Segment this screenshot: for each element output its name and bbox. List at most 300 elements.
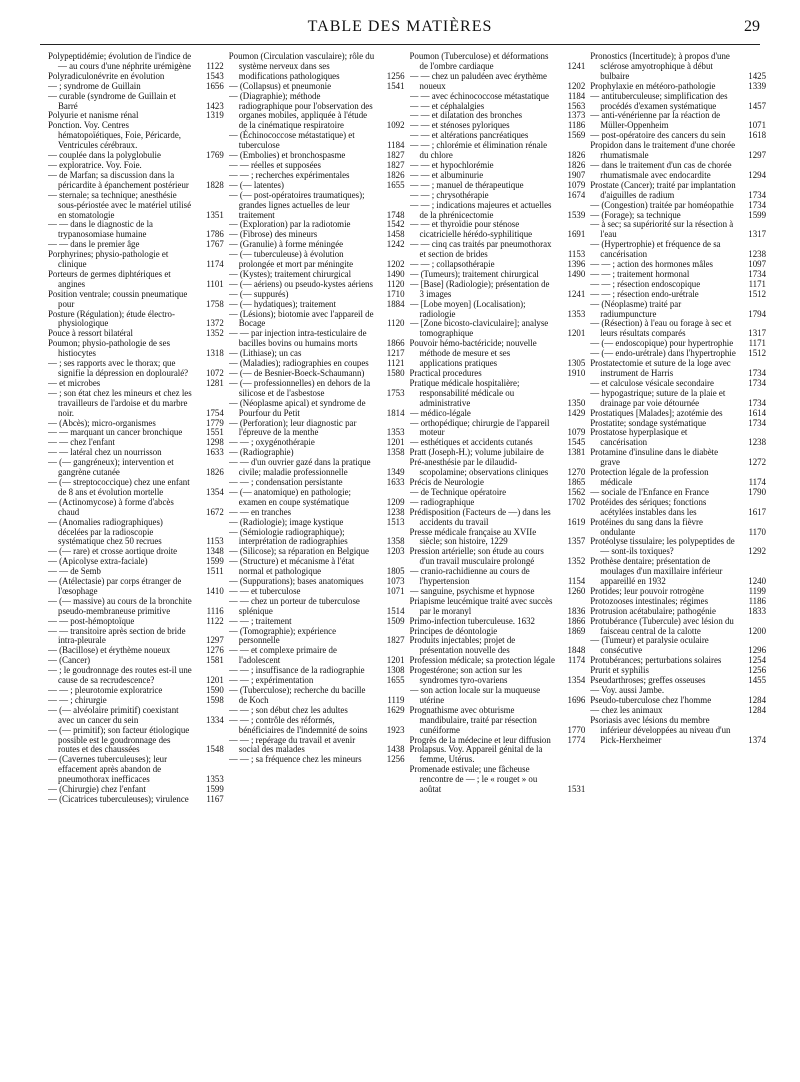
index-entry-text: — — ; traitement hormonal	[590, 268, 690, 279]
index-entry	[410, 745, 586, 765]
index-entry	[410, 636, 586, 656]
index-entry	[229, 250, 405, 270]
index-entry-text: — antituberculeuse; simplification des procédés d'examen systématique	[590, 90, 728, 111]
index-entry-text: Ponction. Voy. Centres hématopoïétiques, Foie, Péricarde, Ventricules cérébraux.	[48, 120, 181, 151]
index-entry-text: Polyurie et nanisme rénal	[48, 110, 139, 121]
index-entry	[410, 52, 586, 72]
index-entry-page: 1186	[567, 120, 586, 131]
index-entry-text: — — ; résection endo-urétrale	[590, 288, 699, 299]
index-entry-page: 1396	[567, 259, 586, 270]
index-entry-page: 1629	[386, 704, 405, 715]
index-entry-text: — anti-vénérienne par la réaction de Müller-Oppenheim	[590, 110, 721, 131]
index-entry-page: 1770	[567, 724, 586, 735]
index-entry	[410, 597, 586, 617]
index-entry-page: 1217	[386, 348, 405, 359]
index-entry-page: 1318	[206, 348, 224, 359]
index-entry-page: 1734	[748, 368, 766, 378]
index-entry-text: — [Zone bicosto-claviculaire]; analyse tomographique	[409, 318, 549, 339]
index-entry-page: 1827	[386, 635, 405, 646]
index-entry-text: — — et sténoses pyloriques	[409, 120, 510, 131]
index-entry-text: — — chez l'enfant	[48, 437, 115, 448]
index-entry-page: 1814	[386, 407, 405, 418]
index-entry-page: 1284	[748, 704, 766, 715]
index-entry-page: 1512	[748, 348, 766, 359]
index-entry-page: 1270	[567, 467, 586, 478]
index-entry-text: Posture (Régulation); étude électro-physiologique	[48, 308, 175, 329]
index-entry-text: — — ; chlorémie et élimination rénale du chlore	[409, 140, 548, 161]
index-entry-text: — — par injection intra-testiculaire de bacilles bovins ou humains morts	[228, 328, 367, 349]
index-entry-page: 1201	[567, 328, 586, 339]
index-entry-page: 1734	[748, 417, 766, 428]
index-entry-page: 1923	[386, 724, 405, 735]
index-entry-text: — (Hypertrophie) et fréquence de sa cancérisation	[590, 239, 721, 260]
index-entry-text: — et calculose vésicale secondaire	[590, 377, 714, 388]
index-entry	[229, 458, 405, 478]
index-entry-text: Prophylaxie en météoro-pathologie	[590, 80, 716, 91]
index-entry-text: — sociale de l'Enfance en France	[590, 486, 709, 497]
index-entry-page: 1298	[206, 437, 224, 448]
index-entry-text: — — ; condensation persistante	[228, 476, 343, 487]
index-entry-text: Progrès de la médecine et leur diffusion	[409, 734, 551, 745]
index-entry	[590, 498, 766, 518]
index-entry	[48, 359, 224, 379]
index-entry-page: 1119	[387, 694, 405, 705]
index-entry-page: 1305	[567, 358, 586, 369]
index-entry	[48, 755, 224, 785]
index-entry-text: Pratt (Joseph-H.); volume jubilaire de	[409, 447, 544, 458]
index-entry-page: 1656	[206, 80, 224, 91]
index-entry	[410, 319, 586, 339]
index-entry	[590, 448, 766, 468]
index-entry-page: 1514	[386, 605, 405, 616]
index-entry-text: Promenade estivale; une fâcheuse rencontre de — ; le « rouget » ou aoûtat	[409, 764, 538, 795]
index-entry-text: — (Perforation); leur diagnostic par l'épreuve de la menthe	[228, 417, 357, 438]
index-entry-page: 1296	[748, 645, 766, 656]
index-entry-page: 1256	[386, 70, 405, 81]
page-number: 29	[744, 18, 760, 35]
index-entry-text: — (— post-opératoires traumatiques); grandes lignes actuelles de leur traitement	[228, 189, 365, 220]
index-entry-text: Polypeptidémie; évolution de l'indice de — au cours d'une néphrite urémigène	[48, 52, 192, 71]
index-entry	[48, 339, 224, 359]
index-entry	[48, 250, 224, 270]
index-entry-page: 1710	[386, 288, 405, 299]
index-entry-text: — — ; sa fréquence chez les mineurs	[228, 754, 362, 765]
index-entry-page: 1753	[386, 387, 405, 398]
index-entry-page: 1240	[748, 576, 766, 587]
index-entry-text: — (— tuberculeuse) à évolution prolongée et mort par méningite	[228, 249, 354, 270]
index-entry-page: 1171	[748, 278, 766, 289]
index-entry-page: 1551	[206, 427, 224, 438]
index-entry-page: 1542	[386, 219, 405, 230]
index-entry-page: 1297	[206, 635, 224, 646]
index-entry-text: — (Lithiase); un cas	[228, 348, 302, 359]
index-entry-text: — (Kystes); traitement chirurgical	[228, 268, 352, 279]
index-entry-page: 1373	[567, 110, 586, 121]
index-entry-text: — (Tuberculose); recherche du bacille de Koch	[228, 685, 366, 705]
index-entry-page: 1120	[387, 278, 405, 289]
index-entry-page: 1455	[748, 675, 766, 686]
index-entry-page: 1633	[386, 476, 405, 487]
index-entry-page: 1116	[206, 605, 224, 616]
index-entry-page: 1308	[386, 665, 405, 676]
index-entry-text: — couplée dans la polyglobulie	[48, 150, 161, 161]
index-entry-text: — — ; pleurotomie exploratrice	[48, 685, 163, 695]
index-entry-page: 1509	[386, 615, 405, 626]
index-entry-text: — (Anomalies radiographiques) décelées par la radioscopie systématique chez 50 recrues	[48, 516, 163, 547]
index-entry	[229, 310, 405, 330]
index-entry-page: 1580	[386, 368, 405, 378]
index-entry	[590, 518, 766, 538]
index-entry-text: — (Cavernes tuberculeuses); leur effacement après abandon de pneumothorax inefficaces	[48, 754, 168, 785]
index-entry-text: Polyradiculonévrite en évolution	[48, 70, 165, 81]
index-entry-page: 1531	[567, 784, 586, 795]
index-entry-text: — radiographique	[409, 496, 475, 507]
index-entry-text: — de Technique opératoire	[409, 486, 507, 497]
index-entry-text: — cranio-rachidienne au cours de l'hypertension	[409, 566, 530, 587]
index-entry-page: 1297	[748, 150, 766, 161]
index-entry-text: Pseudarthroses; greffes osseuses	[590, 675, 706, 686]
index-entry-page: 1866	[567, 615, 586, 626]
index-entry-text: — (Cicatrices tuberculeuses); virulence	[48, 793, 189, 804]
index-entry	[590, 52, 766, 82]
index-entry-page: 1618	[748, 130, 766, 141]
index-entry-text: — (Sémiologie radiographique); interprétation de radiographies	[228, 526, 348, 547]
index-entry-text: Profession médicale; sa protection légale	[409, 655, 555, 666]
index-entry-page: 1357	[567, 536, 586, 547]
index-entry	[410, 528, 586, 548]
index-entry-page: 1767	[206, 239, 224, 250]
index-entry	[410, 339, 586, 369]
index-entry	[410, 508, 586, 528]
index-entry-page: 1284	[748, 694, 766, 705]
index-entry-page: 1734	[748, 199, 766, 210]
index-entry-text: Pseudo-tuberculose chez l'homme	[590, 694, 712, 705]
index-entry	[229, 399, 405, 419]
index-entry-text: — (Néoplasme) traité par radiumpuncture	[590, 298, 682, 319]
index-entry	[590, 557, 766, 587]
index-entry-text: — (Atélectasie) par corps étranger de l'œsophage	[48, 576, 182, 596]
index-entry-text: — — ; contrôle des réformés, bénéficiaires de l'indemnité de soins	[228, 714, 368, 735]
page-header	[40, 18, 760, 44]
index-entry-text: Prothèse dentaire; présentation de moulages d'un maxillaire inférieur appareillé en 1932	[590, 556, 723, 587]
index-entry	[48, 577, 224, 597]
index-entry-text: Progestérone; son action sur les syndromes tyro-ovariens	[409, 665, 522, 686]
index-entry-page: 1569	[567, 130, 586, 141]
index-entry-page: 1202	[567, 80, 586, 91]
index-entry	[48, 795, 224, 805]
index-entry-page: 1512	[748, 288, 766, 299]
index-entry-page: 1154	[567, 576, 586, 587]
index-entry	[229, 379, 405, 399]
index-entry-page: 1153	[206, 536, 224, 547]
index-entry-text: — — ; recherches expérimentales	[228, 169, 350, 180]
index-entry-page: 1617	[748, 506, 766, 517]
index-entry-page: 1079	[567, 427, 586, 438]
index-entry	[229, 488, 405, 508]
index-entry-page: 1691	[567, 229, 586, 240]
index-entry	[590, 111, 766, 131]
index-entry-text: — dans le traitement d'un cas de chorée rhumatismale avec endocardite	[590, 159, 732, 180]
index-entry-page: 1458	[386, 229, 405, 240]
index-entry-text: — (Abcès); micro-organismes	[48, 417, 156, 428]
index-entry-text: — — ; expérimentation	[228, 675, 314, 686]
index-entry-page: 1828	[206, 179, 224, 190]
index-entry-text: Porteurs de germes diphtériques et angines	[48, 268, 171, 289]
index-entry-page: 1339	[748, 80, 766, 91]
index-entry-text: Pratique médicale hospitalière; responsabilité médicale ou administrative	[409, 377, 520, 408]
index-entry-page: 1696	[567, 694, 586, 705]
index-entry	[48, 171, 224, 191]
index-entry-text: — — d'un ouvrier gazé dans la pratique civile; maladie professionnelle	[228, 457, 371, 478]
index-entry-page: 1490	[386, 268, 405, 279]
index-columns	[48, 52, 766, 1072]
index-entry	[410, 280, 586, 300]
index-entry-text: Poumon; physio-pathologie de ses histiocytes	[48, 338, 171, 359]
index-entry-page: 1201	[386, 655, 405, 666]
index-entry	[590, 181, 766, 201]
index-entry-text: — — de Semb	[48, 566, 101, 577]
index-entry-page: 1174	[206, 259, 224, 270]
index-entry-page: 1655	[386, 179, 405, 190]
index-entry-text: Protides; leur pouvoir rotrogène	[590, 585, 704, 596]
index-entry-text: — [Lobe moyen] (Localisation); radiologie	[409, 298, 526, 319]
index-entry	[48, 627, 224, 647]
index-entry-page: 1072	[206, 368, 224, 378]
index-entry-text: Prurit et syphilis	[590, 665, 649, 676]
index-entry-text: Protozooses intestinales; régimes	[590, 595, 709, 606]
index-entry-page: 1539	[567, 209, 586, 220]
index-entry-page: 1702	[567, 496, 586, 507]
index-entry	[590, 240, 766, 260]
index-entry-text: — (Tumeurs); traitement chirurgical	[409, 268, 539, 279]
index-entry-text: — — post-hémoptoïque	[48, 615, 135, 626]
index-entry-page: 1826	[386, 169, 405, 180]
index-entry-text: — — cinq cas traités par pneumothorax et section de brides	[409, 239, 552, 260]
index-entry-page: 1598	[206, 694, 224, 705]
index-entry	[229, 92, 405, 132]
index-entry-page: 1794	[748, 308, 766, 319]
index-entry-page: 1317	[748, 328, 766, 339]
index-entry-text: — — ; repérage du travail et avenir social des malades	[228, 734, 356, 755]
index-entry-page: 1121	[387, 358, 405, 369]
index-entry	[410, 220, 586, 240]
index-entry-page: 1167	[206, 793, 224, 804]
index-entry-text: Prostatite; sondage systématique	[590, 417, 707, 428]
index-entry-text: — chez les animaux	[590, 704, 663, 715]
index-entry-text: Prostatectomie et suture de la loge avec instrument de Harris	[590, 358, 731, 378]
index-entry-text: — post-opératoire des cancers du sein	[590, 130, 726, 141]
index-entry-page: 1619	[567, 516, 586, 527]
index-entry	[229, 528, 405, 548]
index-entry-page: 1674	[567, 189, 586, 200]
index-entry-page: 1101	[206, 278, 224, 289]
index-entry-text: — orthopédique; chirurgie de l'appareil moteur	[409, 417, 550, 438]
index-entry	[48, 597, 224, 617]
index-entry	[590, 92, 766, 112]
index-entry	[48, 52, 224, 72]
index-entry-page: 1381	[567, 447, 586, 458]
index-entry-page: 1292	[748, 546, 766, 557]
index-entry-page: 1848	[567, 645, 586, 656]
index-entry-text: — sternale; sa technique; anesthésie sous-périostée avec le matériel utilisé en stomatologie	[48, 189, 192, 220]
index-entry-page: 1734	[748, 377, 766, 388]
index-entry-text: — — latéral chez un nourrisson	[48, 447, 162, 458]
index-entry-page: 1543	[206, 70, 224, 81]
index-entry-page: 1294	[748, 169, 766, 180]
index-entry-text: Prognathisme avec obturisme mandibulaire, traité par résection cunéiforme	[409, 704, 537, 735]
index-entry	[590, 636, 766, 656]
index-entry	[590, 220, 766, 240]
index-entry	[48, 220, 224, 240]
index-entry-page: 1276	[206, 645, 224, 656]
index-entry-page: 1334	[206, 714, 224, 725]
index-entry-page: 1120	[387, 318, 405, 329]
index-entry-page: 1457	[748, 100, 766, 111]
index-entry	[229, 419, 405, 439]
index-entry-text: — (Apicolyse extra-faciale)	[48, 556, 148, 567]
index-entry-text: — (Diagraphie); méthode radiographique pour l'observation des organes mobiles, appliquée à l'étude de la cinématique respiratoire	[228, 90, 373, 131]
index-entry-text: — ; son état chez les mineurs et chez les travailleurs de l'ardoise et du marbre noir.	[48, 387, 192, 418]
index-entry-page: 1122	[206, 60, 224, 71]
index-entry-text: — (Actinomycose) à forme d'abcès chaud	[48, 496, 174, 517]
index-entry	[410, 567, 586, 587]
index-entry	[229, 716, 405, 736]
index-entry-page: 1201	[206, 675, 224, 686]
index-entry	[590, 537, 766, 557]
index-entry-page: 1201	[386, 437, 405, 448]
index-entry-page: 1184	[387, 140, 405, 151]
index-entry-text: — (Tomographie); expérience personnelle	[228, 625, 337, 646]
index-entry-text: — — et céphalalgies	[409, 100, 485, 111]
index-entry-text: — (Maladies); radiographies en coupes	[228, 358, 369, 369]
index-entry-text: — (Silicose); sa réparation en Belgique	[228, 546, 369, 557]
index-entry-text: — (Exploration) par la radiotomie	[228, 219, 351, 230]
index-entry	[48, 518, 224, 548]
index-entry-text: — (Lésions); biotomie avec l'appareil de Bocage	[228, 308, 374, 329]
index-entry	[48, 92, 224, 112]
index-entry-page: 1769	[206, 150, 224, 161]
index-entry-text: — [Base] (Radiologie); présentation de 3 images	[409, 278, 550, 299]
index-entry-text: — — dans le diagnostic de la trypanosomiase humaine	[48, 219, 153, 240]
index-entry	[410, 706, 586, 736]
index-entry-page: 1352	[567, 556, 586, 567]
index-entry-text: — et microbes	[48, 377, 101, 388]
index-entry	[48, 498, 224, 518]
index-entry-text: Protubérance (Tubercule) avec lésion du faisceau central de la calotte	[590, 615, 734, 636]
index-entry-text: — (— endo-urétrale) dans l'hypertrophie	[590, 348, 736, 359]
index-entry-page: 1869	[567, 625, 586, 636]
index-entry-page: 1425	[748, 70, 766, 81]
index-entry-text: — — ; son début chez les adultes	[228, 704, 348, 715]
index-entry-text: Position ventrale; coussin pneumatique pour	[48, 288, 188, 309]
index-entry-page: 1541	[386, 80, 405, 91]
index-entry-page: 1786	[206, 229, 224, 240]
index-entry-text: — à sec; sa supériorité sur la résection à l'eau	[590, 219, 734, 240]
index-entry	[229, 329, 405, 349]
index-entry-page: 1562	[567, 486, 586, 497]
index-entry-text: — — ; traitement	[228, 615, 292, 626]
index-entry	[229, 131, 405, 151]
header-rule	[40, 44, 760, 45]
index-entry-text: — — marquant un cancer bronchique	[48, 427, 183, 438]
index-entry-page: 1319	[206, 110, 224, 121]
index-entry-text: Pronostics (Incertitude); à propos d'une sclérose amyotrophique à début bulbaire	[590, 52, 730, 81]
index-entry-page: 1254	[748, 655, 766, 666]
index-entry-page: 1238	[748, 249, 766, 260]
index-entry-page: 1238	[386, 506, 405, 517]
index-entry-text: — — transitoire après section de bride intra-pleurale	[48, 625, 186, 646]
index-column-1	[48, 52, 224, 1072]
index-entry	[48, 666, 224, 686]
index-entry-page: 1423	[206, 100, 224, 111]
index-entry	[48, 726, 224, 756]
index-entry-text: — ; le goudronnage des routes est-il une cause de sa recrudescence?	[48, 665, 192, 686]
index-entry	[229, 597, 405, 617]
index-entry-text: — (— latentes)	[228, 179, 284, 190]
index-entry-text: — — et thyroïdie pour sténose cicatricielle hérédo-syphilitique	[409, 219, 533, 240]
index-entry-text: Protection légale de la profession médicale	[590, 467, 709, 487]
index-entry-text: — — ; manuel de thérapeutique	[409, 179, 524, 190]
index-entry-page: 1826	[206, 467, 224, 478]
index-entry	[229, 52, 405, 82]
index-entry-text: — — chez un porteur de tuberculose splénique	[228, 595, 360, 616]
index-entry-text: Poumon (Tuberculose) et déformations de l'ombre cardiaque	[409, 52, 549, 71]
index-entry-page: 1256	[386, 754, 405, 765]
index-entry-text: — — chez un paludéen avec érythème noueux	[409, 70, 547, 91]
index-entry-text: Produits injectables; projet de présentation nouvelle des	[409, 635, 516, 656]
index-entry-text: — (Cancer)	[48, 655, 91, 666]
index-entry-page: 1884	[386, 298, 405, 309]
index-entry-text: — (— rare) et crosse aortique droite	[48, 546, 178, 557]
index-entry-text: — — ; chrysothérapie	[409, 189, 489, 200]
index-entry-text: — (— hydatiques); traitement	[228, 298, 336, 309]
index-entry-page: 1790	[748, 486, 766, 497]
index-entry-page: 1865	[567, 476, 586, 487]
index-entry-page: 1317	[748, 229, 766, 240]
index-entry-page: 1353	[206, 774, 224, 785]
index-entry-page: 1071	[386, 585, 405, 596]
index-entry-page: 1242	[386, 239, 405, 250]
index-entry-text: Prédisposition (Facteurs de —) dans les accidents du travail	[409, 506, 551, 527]
index-entry-page: 1672	[206, 506, 224, 517]
index-entry-page: 1184	[567, 90, 586, 101]
index-entry-page: 1272	[748, 457, 766, 468]
index-entry-text: — (Néoplasme apical) et syndrome de Pourfour du Petit	[228, 397, 366, 418]
index-entry	[590, 161, 766, 181]
index-entry	[410, 686, 586, 706]
index-entry-page: 1545	[567, 437, 586, 448]
index-entry	[410, 379, 586, 409]
index-entry-text: — — et complexe primaire de l'adolescent	[228, 645, 337, 666]
index-entry-text: — (Radiographie)	[228, 447, 294, 458]
index-entry-text: — ; syndrome de Guillain	[48, 80, 141, 91]
index-entry-page: 1599	[206, 784, 224, 795]
index-entry-page: 1092	[386, 120, 405, 131]
index-entry-page: 1354	[206, 486, 224, 497]
index-entry	[48, 121, 224, 151]
index-entry-text: — — en tranches	[228, 506, 292, 517]
index-entry-page: 1655	[386, 675, 405, 686]
index-entry	[590, 617, 766, 637]
index-entry-text: — — et dilatation des bronches	[409, 110, 523, 121]
index-entry-page: 1826	[567, 159, 586, 170]
index-entry-text: — (— gangréneux); intervention et gangrène cutanée	[48, 457, 174, 478]
index-entry	[410, 141, 586, 161]
index-entry-text: — (Granulie) à forme méningée	[228, 239, 344, 250]
index-entry	[48, 191, 224, 221]
index-entry-page: 1358	[386, 447, 405, 458]
index-entry-text: Priapisme leucémique traité avec succès par le moranyl	[409, 595, 553, 616]
